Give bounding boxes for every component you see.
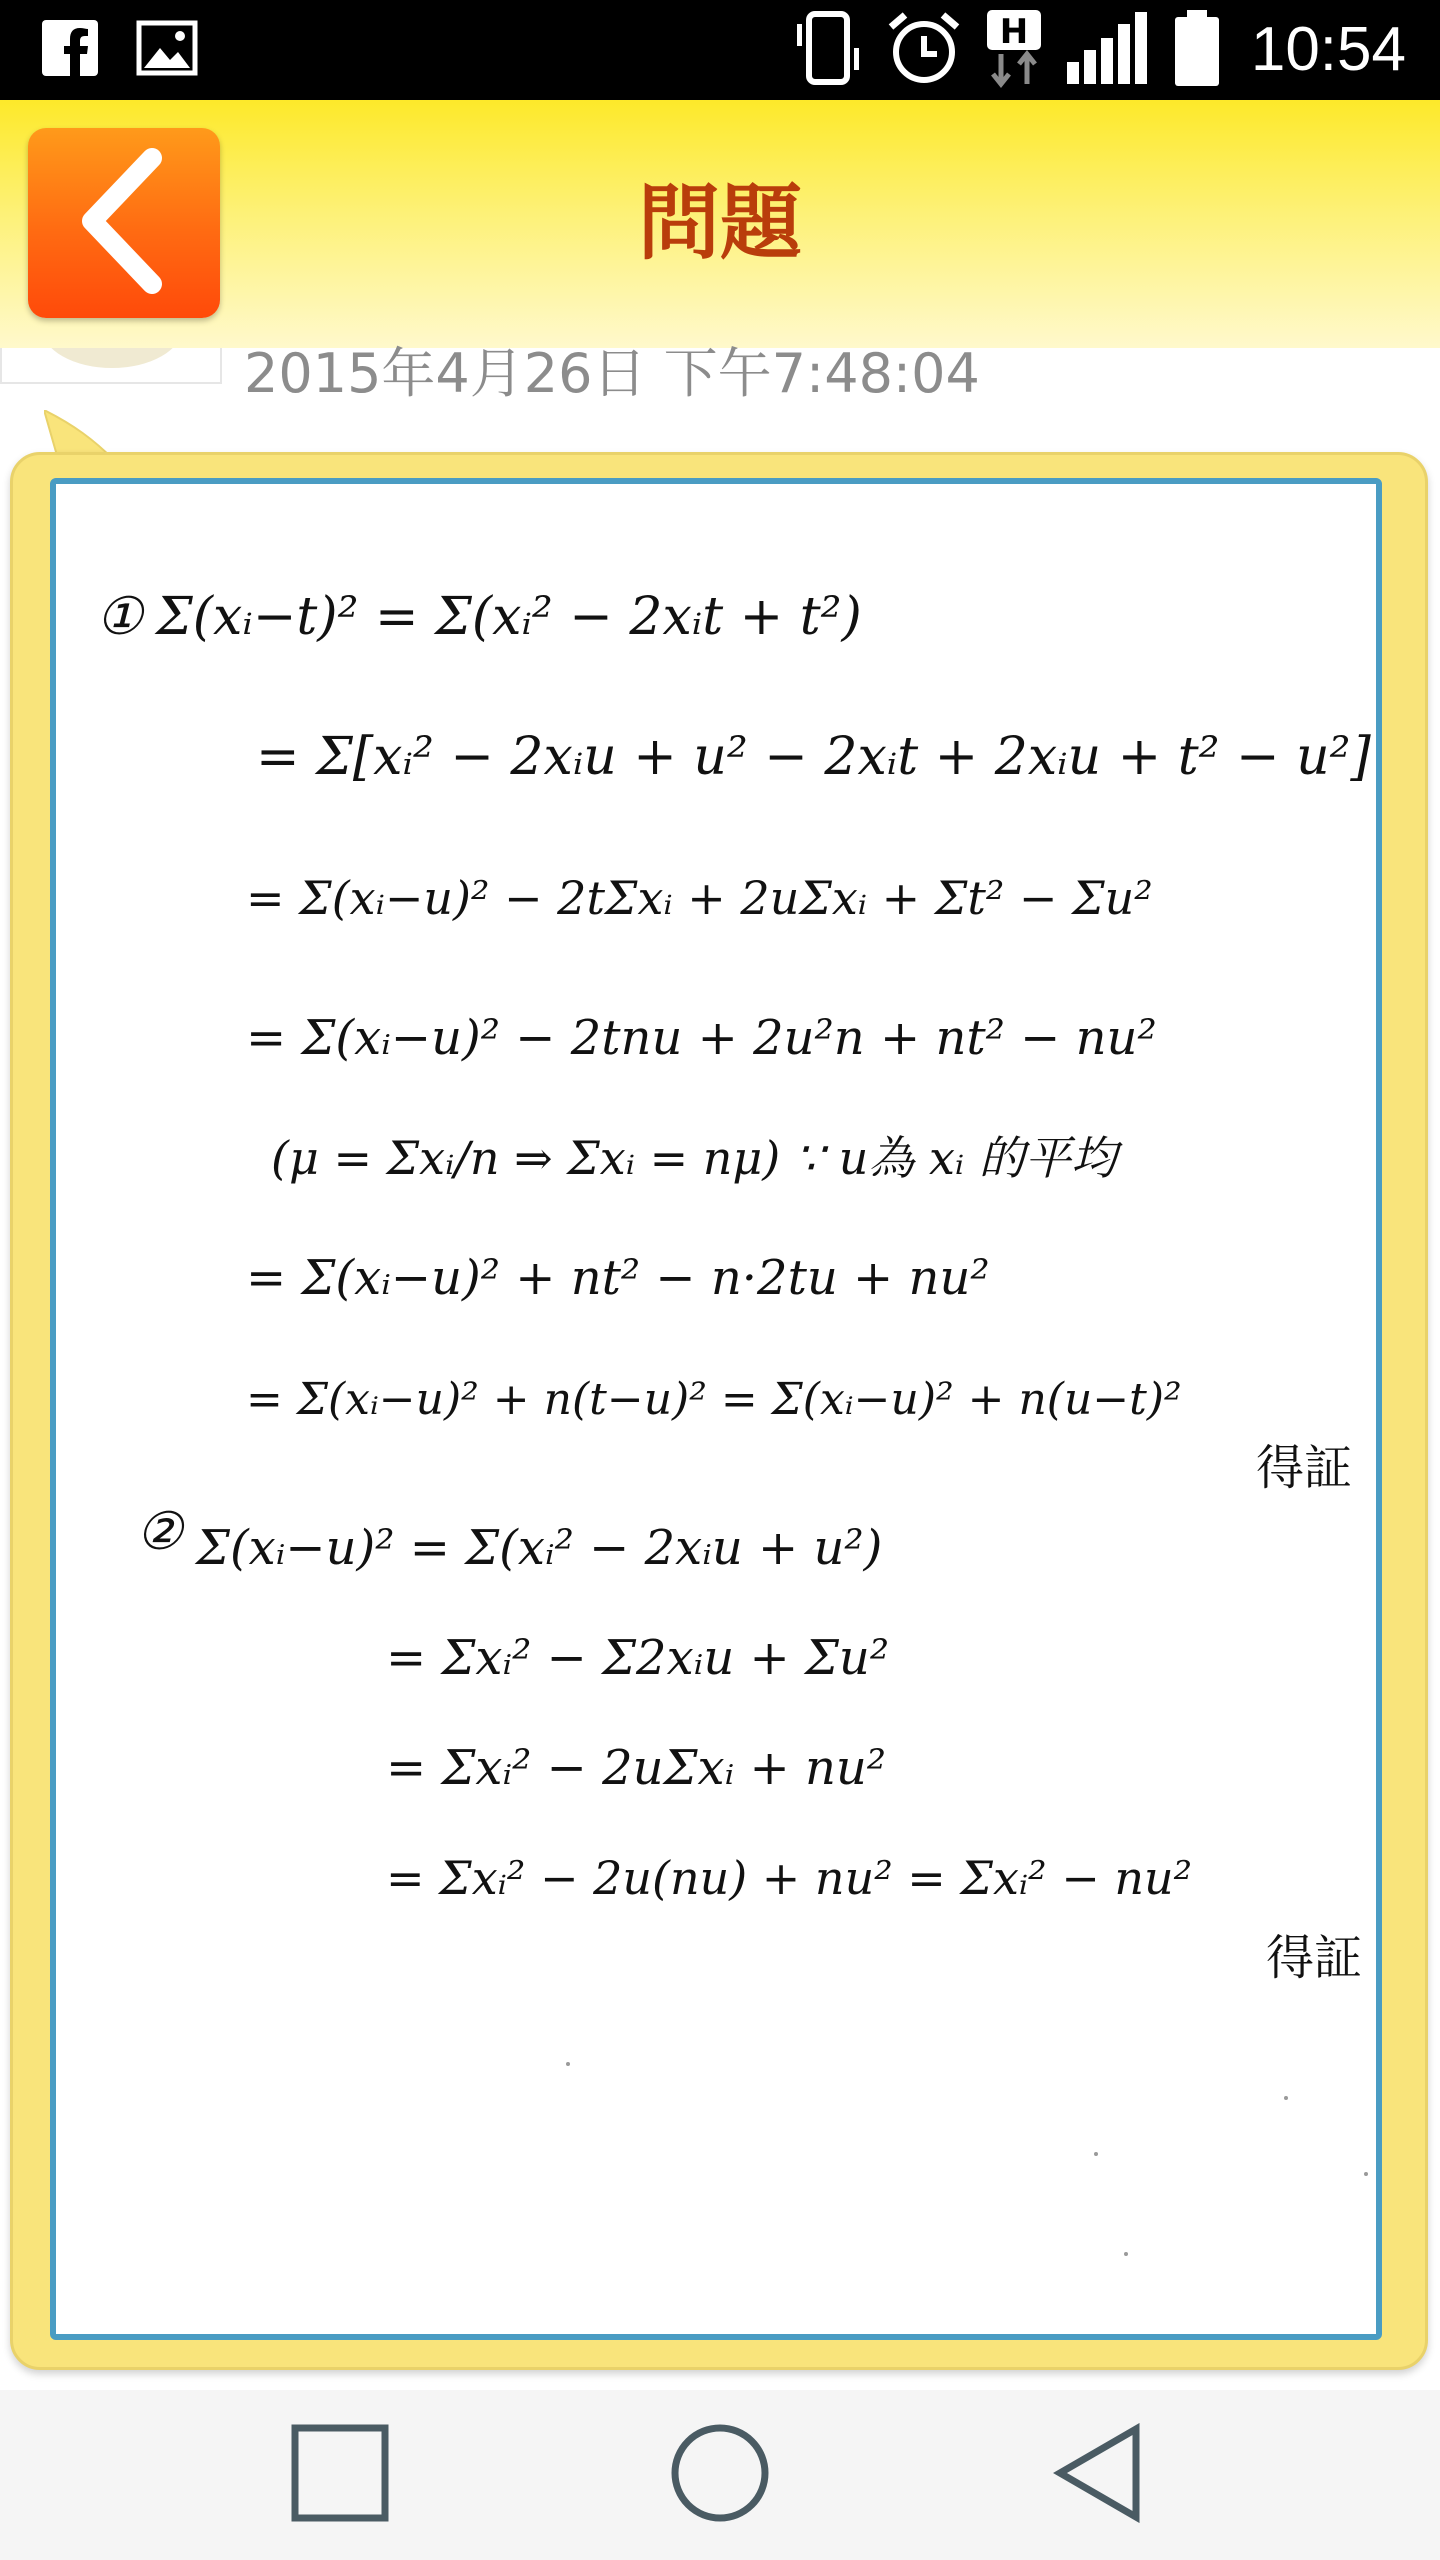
back-button[interactable] [28,128,220,318]
status-right-icons [793,10,1406,90]
part1-line-6: = Σ(xᵢ−u)² + nt² − n·2tu + nu² [246,1250,990,1306]
status-time: 10:54 [1250,15,1406,84]
signal-icon [1065,10,1151,90]
vibrate-icon [793,10,863,90]
avatar-image [42,348,182,368]
app-header [0,100,1440,348]
circle-icon [670,2423,770,2527]
part2-line-4: = Σxᵢ² − 2u(nu) + nu² = Σxᵢ² − nu² [386,1851,1193,1905]
alarm-icon [885,9,963,91]
home-button[interactable] [600,2390,840,2560]
facebook-icon [40,18,100,82]
status-left-icons [40,18,198,82]
paper-specks [566,2062,1368,2256]
square-icon [290,2423,390,2527]
part2-conclusion: 得証 [1266,1930,1363,1986]
avatar[interactable] [0,348,222,384]
part1-marker: ① [96,587,143,647]
part1-line-4: = Σ(xᵢ−u)² − 2tnu + 2u²n + nt² − nu² [246,1010,1157,1066]
page-title: 問題 [637,176,802,271]
svg-text:H: H [999,12,1029,52]
part2-marker: ② [136,1502,183,1562]
part1-conclusion: 得証 [1256,1440,1353,1496]
part2-line-2: = Σxᵢ² − Σ2xᵢu + Σu² [386,1630,890,1686]
part1-line-2: = Σ[xᵢ² − 2xᵢu + u² − 2xᵢt + 2xᵢu + t² − u²] [256,727,1371,787]
status-bar [0,0,1440,100]
hspa-data-icon [985,8,1043,92]
part1-line-3: = Σ(xᵢ−u)² − 2tΣxᵢ + 2uΣxᵢ + Σt² − Σu² [246,871,1153,925]
part2-line-3: = Σxᵢ² − 2uΣxᵢ + nu² [386,1740,887,1796]
part2-line-1: Σ(xᵢ−u)² = Σ(xᵢ² − 2xᵢu + u²) [196,1520,883,1576]
handwritten-note-image[interactable] [50,478,1382,2340]
part1-line-7: = Σ(xᵢ−u)² + n(t−u)² = Σ(xᵢ−u)² + n(u−t)² [246,1374,1182,1425]
battery-icon [1173,8,1221,92]
chevron-left-icon [64,146,184,300]
triangle-back-icon [1050,2423,1150,2527]
message-timestamp: 2015年4月26日 下午7:48:04 [244,342,980,405]
navigation-bar [0,2390,1440,2560]
recent-apps-button[interactable] [220,2390,460,2560]
back-nav-button[interactable] [980,2390,1220,2560]
part1-line-5: (μ = Σxᵢ/n ⇒ Σxᵢ = nμ) ∵ u為 xᵢ 的平均 [271,1131,1117,1185]
handwritten-math [56,484,1376,2334]
image-icon [136,20,198,80]
part1-line-1: Σ(xᵢ−t)² = Σ(xᵢ² − 2xᵢt + t²) [156,587,862,647]
